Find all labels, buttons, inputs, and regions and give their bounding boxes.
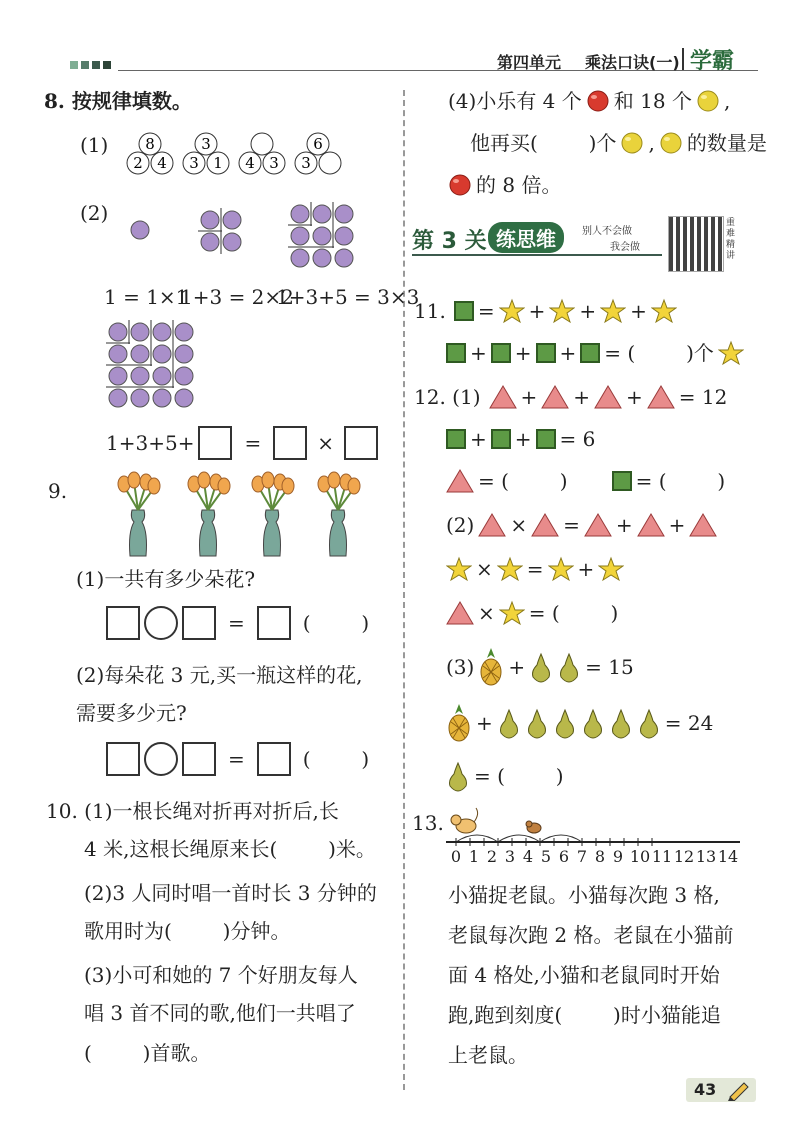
answer-box[interactable]: [106, 742, 140, 776]
star-icon: [651, 298, 677, 324]
flower-vase: [188, 472, 230, 556]
green-square-icon: [536, 429, 556, 449]
clover-group: [124, 130, 354, 182]
pencil-icon: [726, 1079, 752, 1101]
answer-paren[interactable]: ( ): [302, 611, 370, 635]
operator-circle[interactable]: [144, 742, 178, 776]
clover-row: [124, 130, 354, 182]
q8-4-line1: [448, 88, 730, 114]
q8-4-text: 的数量是: [686, 131, 767, 155]
clover-top: 8: [145, 135, 155, 153]
q8-4-text: 和 18 个: [613, 89, 692, 113]
clover: [239, 133, 285, 174]
q10-p3-line3: ( )首歌。: [84, 1041, 211, 1065]
clover-left: 4: [245, 154, 255, 172]
q8-4-text: (4)小乐有 4 个: [448, 89, 582, 113]
red-ball-icon: [586, 89, 610, 113]
header-topic: 乘法口诀(一): [585, 53, 680, 72]
q8-answer-row: [106, 426, 378, 460]
q12-line3: [446, 468, 725, 494]
formula-2: 1+3 = 2×2: [180, 285, 294, 309]
equals: =: [228, 747, 245, 771]
mouse-icon: [526, 821, 541, 833]
q12-num: 12. (1): [414, 385, 481, 409]
q13-line2: 老鼠每次跑 2 格。老鼠在小猫前: [448, 923, 734, 947]
q9-answer-row-1: [106, 606, 369, 640]
triangle-icon: [637, 512, 665, 538]
answer-box[interactable]: [273, 426, 307, 460]
green-square-icon: [446, 343, 466, 363]
q11-line1: 11. = + + +: [414, 298, 677, 324]
q12-value: = 15: [585, 655, 634, 679]
banner-title: 练思维: [488, 222, 564, 253]
clover-right: 4: [157, 154, 167, 172]
flower-vase: [252, 472, 294, 556]
q12-line7: (3) + = 15: [446, 648, 634, 686]
header: [0, 0, 800, 80]
triangle-icon: [541, 384, 569, 410]
answer-box[interactable]: [257, 742, 291, 776]
q12-line1: 12. (1) + + + = 12: [414, 385, 728, 409]
star-icon: [600, 298, 626, 324]
q10-p2-line1: (2)3 人同时唱一首时长 3 分钟的: [84, 881, 377, 905]
tick-label: 0: [450, 847, 462, 866]
formula-3: 1+3+5 = 3×3: [276, 285, 420, 309]
qr-code-icon[interactable]: [668, 216, 724, 272]
pineapple-icon: [446, 704, 472, 742]
operator-circle[interactable]: [144, 606, 178, 640]
q12-p2-label: (2): [446, 513, 475, 537]
yellow-ball-icon: [620, 131, 644, 155]
q13-num: 13.: [412, 811, 444, 835]
tick-label: 4: [522, 847, 534, 866]
green-square-icon: [491, 429, 511, 449]
q12-p2-answer[interactable]: = ( ): [528, 601, 619, 625]
brand-logo: 学霸: [690, 49, 735, 74]
clover-right: 3: [269, 154, 279, 172]
green-square-icon: [454, 301, 474, 321]
q12-line4: (2) × = + +: [446, 512, 717, 538]
q12-p3-label: (3): [446, 655, 475, 679]
q12-value: = 12: [678, 385, 728, 409]
triangle-icon: [478, 512, 506, 538]
answer-box[interactable]: [182, 606, 216, 640]
banner-sub1: 别人不会做: [582, 226, 632, 237]
q9-p2-line1: (2)每朵花 3 元,买一瓶这样的花,: [76, 663, 363, 687]
clover-top: 3: [201, 135, 211, 153]
tick-label: 13: [695, 847, 717, 866]
flower-vase: [318, 472, 360, 556]
q12-line5: × = +: [446, 556, 624, 582]
q13-line4: 跑,跑到刻度( )时小猫能追: [448, 1003, 721, 1027]
q10-p2-line2: 歌用时为( )分钟。: [84, 919, 291, 943]
q13-line1: 小猫捉老鼠。小猫每次跑 3 格,: [448, 883, 720, 907]
pear-icon: [581, 707, 605, 739]
q8-p2-label: (2): [80, 201, 109, 225]
answer-box[interactable]: [198, 426, 232, 460]
clover: [183, 133, 229, 174]
formula-prefix: 1+3+5+: [106, 431, 195, 455]
q11-line2: + + + = ( )个: [446, 340, 744, 366]
pear-icon: [446, 760, 470, 792]
level-banner: [412, 216, 742, 276]
q10-p3-line2: 唱 3 首不同的歌,他们一共唱了: [84, 1001, 356, 1025]
column-divider: [403, 90, 405, 1090]
tick-label: 1: [468, 847, 480, 866]
q8-p1-label: (1): [80, 133, 109, 157]
q12-line9: [446, 760, 564, 792]
q8-4-line2: [470, 130, 767, 156]
q8-4-line3: [448, 172, 561, 198]
dot-pattern-3: [286, 200, 358, 272]
clover-left: 3: [301, 154, 311, 172]
dot-pattern-1: [128, 218, 152, 242]
tick-label: 9: [612, 847, 624, 866]
cat-icon: [451, 808, 478, 833]
answer-box[interactable]: [257, 606, 291, 640]
tick-label: 12: [673, 847, 695, 866]
yellow-ball-icon: [659, 131, 683, 155]
q9-num: 9.: [48, 479, 68, 503]
green-square-icon: [446, 429, 466, 449]
page-number: 43: [694, 1080, 717, 1099]
star-icon: [499, 600, 525, 626]
star-icon: [499, 298, 525, 324]
formula-1: 1 = 1×1: [104, 285, 189, 309]
q9-p1: (1)一共有多少朵花?: [76, 567, 256, 591]
page-number-badge: [686, 1078, 756, 1102]
star-icon: [446, 556, 472, 582]
yellow-ball-icon: [696, 89, 720, 113]
number-line: [444, 800, 744, 870]
clover-right: 1: [213, 154, 223, 172]
q12-line6: × = ( ): [446, 600, 618, 626]
q12-line2: + + = 6: [446, 426, 595, 452]
green-square-icon: [580, 343, 600, 363]
triangle-icon: [584, 512, 612, 538]
header-divider: [682, 48, 684, 70]
q8-4-text: ,: [648, 131, 655, 155]
tick-label: 14: [717, 847, 739, 866]
q12-answer-square[interactable]: = ( ): [635, 469, 726, 493]
q10-p1-line2: 4 米,这根长绳原来长( )米。: [84, 837, 376, 861]
triangle-icon: [689, 512, 717, 538]
pear-icon: [637, 707, 661, 739]
triangle-icon: [446, 468, 474, 494]
star-icon: [548, 556, 574, 582]
clover-top: 6: [313, 135, 323, 153]
equals: =: [244, 431, 262, 455]
tick-label: 11: [651, 847, 673, 866]
q12-value: = 24: [664, 711, 714, 735]
tick-label: 7: [576, 847, 588, 866]
pear-icon: [525, 707, 549, 739]
clover: [295, 133, 341, 174]
qr-label: 重难精讲: [726, 218, 736, 261]
q8-4-text: ,: [723, 89, 731, 113]
q12-line8: + = 24: [446, 704, 713, 742]
vase-row: [110, 470, 370, 560]
triangle-icon: [647, 384, 675, 410]
q13-line3: 面 4 格处,小猫和老鼠同时开始: [448, 963, 720, 987]
clover-left: 2: [133, 154, 143, 172]
header-squares: [70, 54, 111, 73]
star-icon: [718, 340, 744, 366]
answer-box[interactable]: [106, 606, 140, 640]
pear-icon: [553, 707, 577, 739]
banner-sub2: 我会做: [610, 242, 640, 253]
q8-4-text: 的 8 倍。: [476, 173, 562, 197]
answer-box[interactable]: [344, 426, 378, 460]
triangle-icon: [531, 512, 559, 538]
pear-icon: [557, 651, 581, 683]
tick-label: 3: [504, 847, 516, 866]
tick-label: 2: [486, 847, 498, 866]
q13-line5: 上老鼠。: [448, 1043, 528, 1067]
clover: [127, 133, 173, 174]
q8-title: 8. 按规律填数。: [44, 89, 192, 113]
q9-p2-line2: 需要多少元?: [76, 701, 187, 725]
pear-icon: [529, 651, 553, 683]
q11-num: 11.: [414, 299, 446, 323]
header-unit: 第四单元: [497, 53, 562, 72]
q11-answer[interactable]: = ( )个: [604, 341, 714, 365]
triangle-icon: [446, 600, 474, 626]
q12-value: = 6: [559, 427, 596, 451]
answer-box[interactable]: [182, 742, 216, 776]
flower-vase: [118, 472, 160, 556]
pear-icon: [609, 707, 633, 739]
q10-p1-line1: 10. (1)一根长绳对折再对折后,长: [46, 799, 339, 823]
pear-icon: [497, 707, 521, 739]
green-square-icon: [536, 343, 556, 363]
star-icon: [598, 556, 624, 582]
times: ×: [317, 431, 334, 455]
pineapple-icon: [478, 648, 504, 686]
red-ball-icon: [448, 173, 472, 197]
q12-p3-answer[interactable]: = ( ): [474, 764, 564, 788]
tick-label: 10: [629, 847, 651, 866]
dot-pattern-4: [104, 318, 200, 414]
triangle-icon: [594, 384, 622, 410]
dot-pattern-2: [196, 206, 248, 258]
q12-answer-triangle[interactable]: = ( ): [478, 469, 568, 493]
tick-label: 8: [594, 847, 606, 866]
q9-answer-row-2: [106, 742, 369, 776]
clover-left: 3: [189, 154, 199, 172]
banner-underline: [412, 254, 662, 256]
equals: =: [228, 611, 245, 635]
green-square-icon: [612, 471, 632, 491]
q10-p3-line1: (3)小可和她的 7 个好朋友每人: [84, 963, 358, 987]
answer-paren[interactable]: ( ): [302, 747, 370, 771]
q8-4-text: 他再买( )个: [470, 131, 617, 155]
green-square-icon: [491, 343, 511, 363]
star-icon: [549, 298, 575, 324]
tick-label: 6: [558, 847, 570, 866]
triangle-icon: [489, 384, 517, 410]
star-icon: [497, 556, 523, 582]
banner-level: 第 3 关: [412, 229, 487, 254]
tick-label: 5: [540, 847, 552, 866]
